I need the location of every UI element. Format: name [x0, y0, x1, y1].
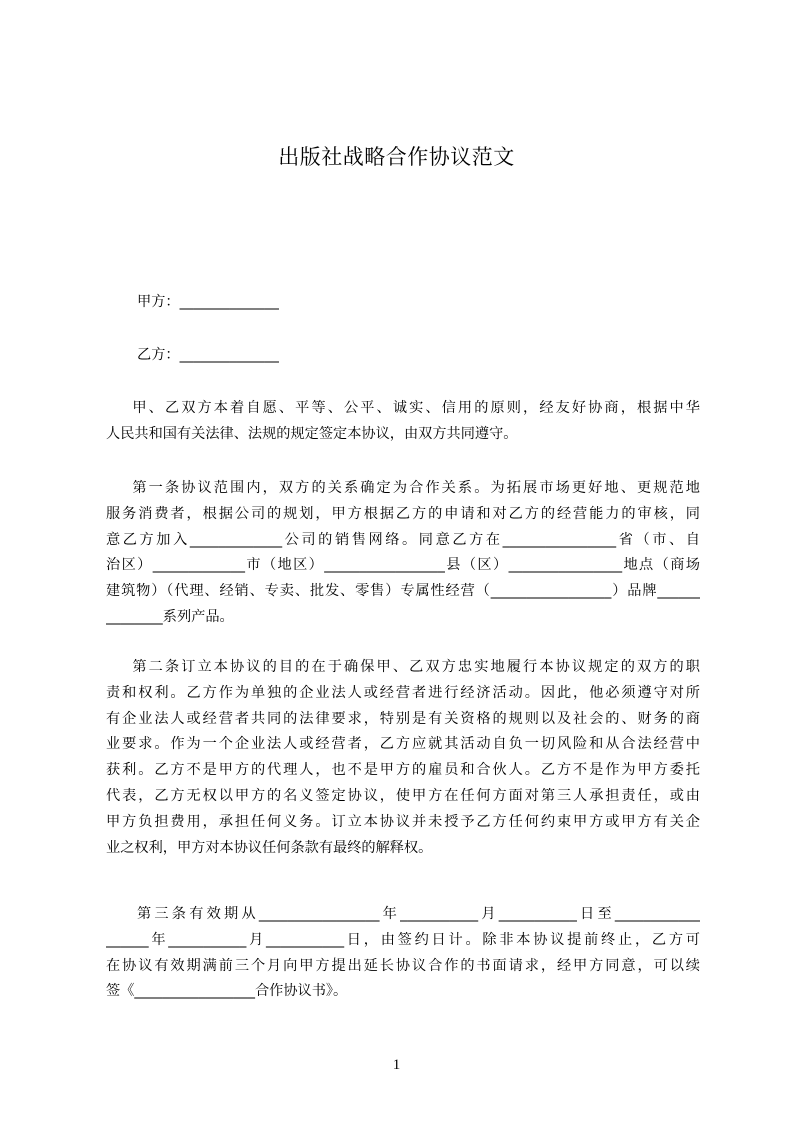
article-3-paragraph	[106, 902, 700, 1005]
paragraph-line: 业要求。作为一个企业法人或经营者，乙方应就其活动自负一切风险和从合法经营中	[106, 736, 700, 753]
paragraph-line: 代表，乙方无权以甲方的名义签定协议，使甲方在任何方面对第三人承担责任，或由	[106, 787, 700, 804]
paragraph-line: 服务消费者，根据公司的规划，甲方根据乙方的申请和对乙方的经营能力的审核，同	[106, 505, 700, 522]
paragraph-line: 建筑物）（代理、经销、专卖、批发、零售）专属性经营（_________________）品牌______	[106, 583, 700, 600]
paragraph-line: 签《_________________合作协议书》。	[106, 983, 348, 1000]
paragraph-line: 责和权利。乙方作为单独的企业法人或经营者进行经济活动。因此，他必须遵守对所	[106, 684, 700, 701]
paragraph-line: 人民共和国有关法律、法规的规定签定本协议，由双方共同遵守。	[106, 425, 518, 442]
page-number: 1	[392, 1057, 401, 1073]
paragraph-line: ________系列产品。	[106, 608, 234, 625]
paragraph-line: 甲、乙双方本着自愿、平等、公平、诚实、信用的原则，经友好协商，根据中华	[106, 400, 700, 416]
paragraph-line: 有企业法人或经营者共同的法律要求，特别是有关资格的规则以及社会的、财务的商	[106, 710, 700, 727]
party-b-line: 乙方：______________	[137, 347, 279, 363]
paragraph-line: 在协议有效期满前三个月向甲方提出延长协议合作的书面请求，经甲方同意，可以续	[106, 957, 700, 974]
paragraph-line: 意乙方加入_____________公司的销售网络。同意乙方在________________省（市、自	[106, 531, 700, 548]
article-2-paragraph	[106, 655, 700, 861]
paragraph-line: 业之权利，甲方对本协议任何条款有最终的解释权。	[106, 839, 433, 856]
paragraph-line: ______年___________月___________日，由签约日计。除非本协议提前终止，乙方可	[106, 931, 700, 948]
paragraph-line: 治区）_____________市（地区）_________________县（区）________________地点（商场	[106, 557, 700, 574]
article-1-paragraph	[106, 476, 700, 631]
paragraph-line: 获利。乙方不是甲方的代理人，也不是甲方的雇员和合伙人。乙方不是作为甲方委托	[106, 762, 700, 779]
intro-paragraph	[106, 396, 700, 448]
paragraph-line: 甲方负担费用，承担任何义务。订立本协议并未授予乙方任何约束甲方或甲方有关企	[106, 813, 700, 830]
paragraph-line: 第二条订立本协议的目的在于确保甲、乙双方忠实地履行本协议规定的双方的职	[106, 659, 700, 675]
page-title: 出版社战略合作协议范文	[278, 145, 515, 169]
party-a-line: 甲方：______________	[137, 294, 279, 310]
paragraph-line: 第三条有效期从_________________年___________月___________日至____________	[106, 906, 700, 922]
paragraph-line: 第一条协议范围内，双方的关系确定为合作关系。为拓展市场更好地、更规范地	[106, 480, 700, 496]
